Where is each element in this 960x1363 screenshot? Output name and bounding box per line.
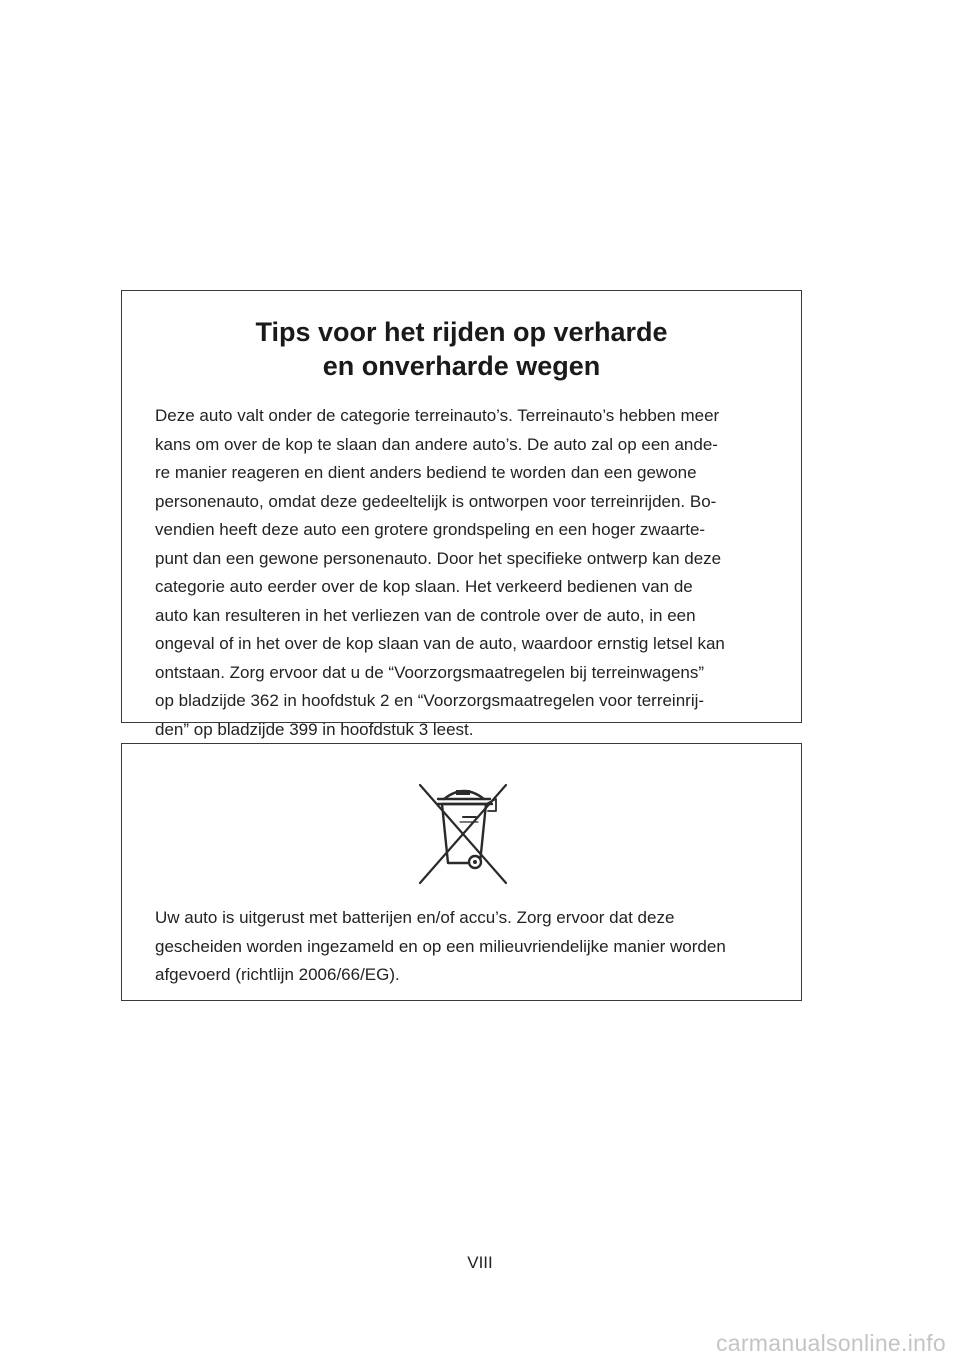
battery-disposal-text — [155, 904, 785, 990]
tips-body-line: vendien heeft deze auto een grotere grondspeling en een hoger zwaarte- — [155, 520, 706, 539]
battery-body-line: Uw auto is uitgerust met batterijen en/of accu’s. Zorg ervoor dat deze — [155, 908, 675, 927]
watermark-text: carmanualsonline.info — [715, 1330, 946, 1356]
tips-body-line: categorie auto eerder over de kop slaan. Het verkeerd bedienen van de — [155, 577, 693, 596]
tips-title-line: en onverharde wegen — [322, 351, 601, 381]
page-number: VIII — [467, 1253, 493, 1272]
tips-body-text — [155, 402, 775, 744]
tips-body-line: den” op bladzijde 399 in hoofdstuk 3 leest. — [155, 719, 474, 739]
battery-disposal-box — [121, 743, 802, 1001]
tips-body-line: ontstaan. Zorg ervoor dat u de “Voorzorgsmaatregelen bij terreinwagens” — [155, 662, 705, 682]
battery-body-line: gescheiden worden ingezameld en op een milieuvriendelijke manier worden — [155, 936, 726, 956]
battery-body-line: afgevoerd (richtlijn 2006/66/EG). — [155, 965, 400, 984]
tips-body-line: kans om over de kop te slaan dan andere auto’s. De auto zal op een ande- — [155, 434, 718, 454]
tips-body-line: punt dan een gewone personenauto. Door het specifieke ontwerp kan deze — [155, 548, 722, 568]
crossed-out-wheelie-bin-icon — [408, 777, 518, 887]
tips-body-line: ongeval of in het over de kop slaan van de auto, waardoor ernstig letsel kan — [155, 634, 725, 653]
tips-offroad-box — [121, 290, 802, 739]
tips-body-line: re manier reageren en dient anders bediend te worden dan een gewone — [155, 463, 697, 482]
tips-body-line: Deze auto valt onder de categorie terreinauto’s. Terreinauto’s hebben meer — [155, 406, 720, 425]
tips-body-line: auto kan resulteren in het verliezen van de controle over de auto, in een — [155, 605, 696, 625]
tips-body-line: op bladzijde 362 in hoofdstuk 2 en “Voorzorgsmaatregelen voor terreinrij- — [155, 691, 705, 710]
tips-title-line: Tips voor het rijden op verharde — [255, 317, 668, 347]
tips-title — [122, 315, 801, 383]
tips-body-line: personenauto, omdat deze gedeeltelijk is ontworpen voor terreinrijden. Bo- — [155, 491, 717, 511]
